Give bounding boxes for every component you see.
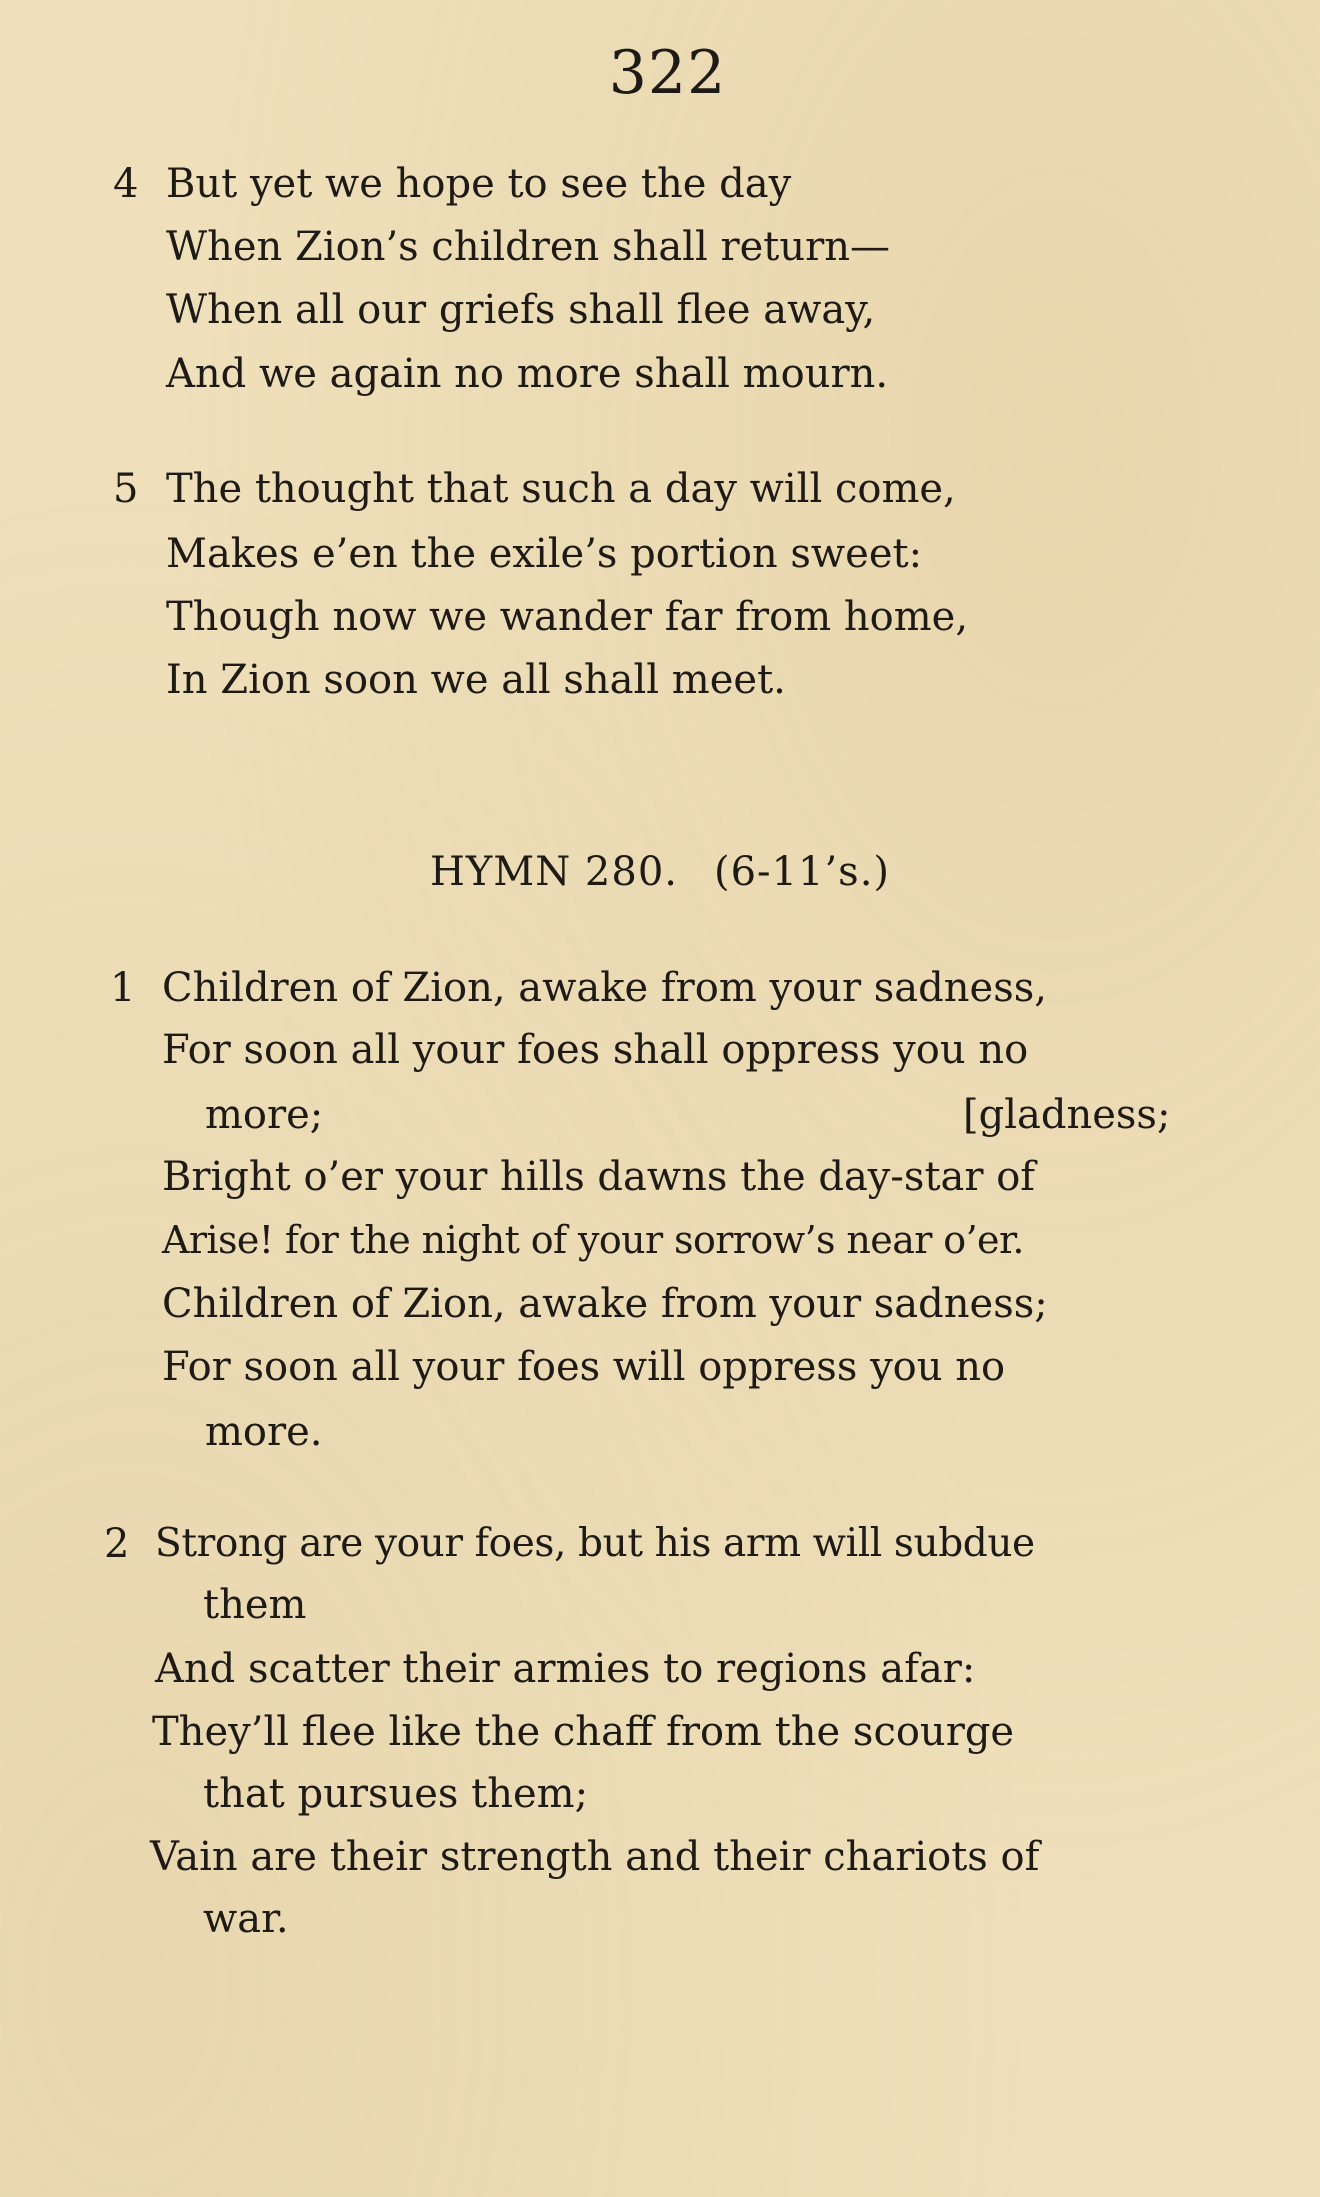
hymn-meter: (6-11’s.): [714, 849, 891, 895]
verse-line: more;: [205, 1092, 324, 1138]
verse-line: For soon all your foes will oppress you no: [162, 1344, 1006, 1390]
verse-number: 4: [113, 161, 139, 207]
verse-number: 2: [104, 1521, 130, 1567]
verse-line: war.: [203, 1896, 289, 1942]
hymn-heading: [0, 848, 1320, 896]
verse-line: Children of Zion, awake from your sadness;: [162, 1281, 1048, 1327]
verse-line: When Zion’s children shall return—: [166, 224, 890, 270]
verse-line: Arise! for the night of your sorrow’s near o’er.: [162, 1218, 1024, 1262]
verse-line: them: [203, 1582, 307, 1628]
hymn-title: HYMN 280.: [429, 849, 678, 895]
verse-number: 5: [113, 466, 139, 512]
verse-line: In Zion soon we all shall meet.: [166, 657, 786, 703]
verse-line: Vain are their strength and their chariots of: [150, 1834, 1040, 1880]
verse-number: 1: [110, 965, 136, 1011]
verse-line: And we again no more shall mourn.: [166, 351, 889, 397]
verse-line: For soon all your foes shall oppress you no: [162, 1027, 1029, 1073]
verse-line: They’ll flee like the chaff from the scourge: [152, 1709, 1015, 1755]
verse-line: Bright o’er your hills dawns the day-star of: [162, 1154, 1036, 1200]
page-number: 322: [608, 38, 727, 108]
verse-line: But yet we hope to see the day: [166, 161, 792, 207]
verse-line: Strong are your foes, but his arm will subdue: [155, 1521, 1035, 1566]
verse-line: When all our griefs shall flee away,: [166, 287, 876, 333]
verse-line: Makes e’en the exile’s portion sweet:: [166, 531, 923, 577]
verse-line: that pursues them;: [203, 1771, 589, 1817]
verse-line: more.: [205, 1409, 323, 1455]
verse-line: Children of Zion, awake from your sadness,: [162, 965, 1047, 1011]
verse-line-bracket: [gladness;: [963, 1092, 1171, 1138]
verse-line: Though now we wander far from home,: [166, 594, 969, 640]
verse-line: The thought that such a day will come,: [166, 466, 956, 512]
verse-line: And scatter their armies to regions afar:: [155, 1646, 976, 1692]
